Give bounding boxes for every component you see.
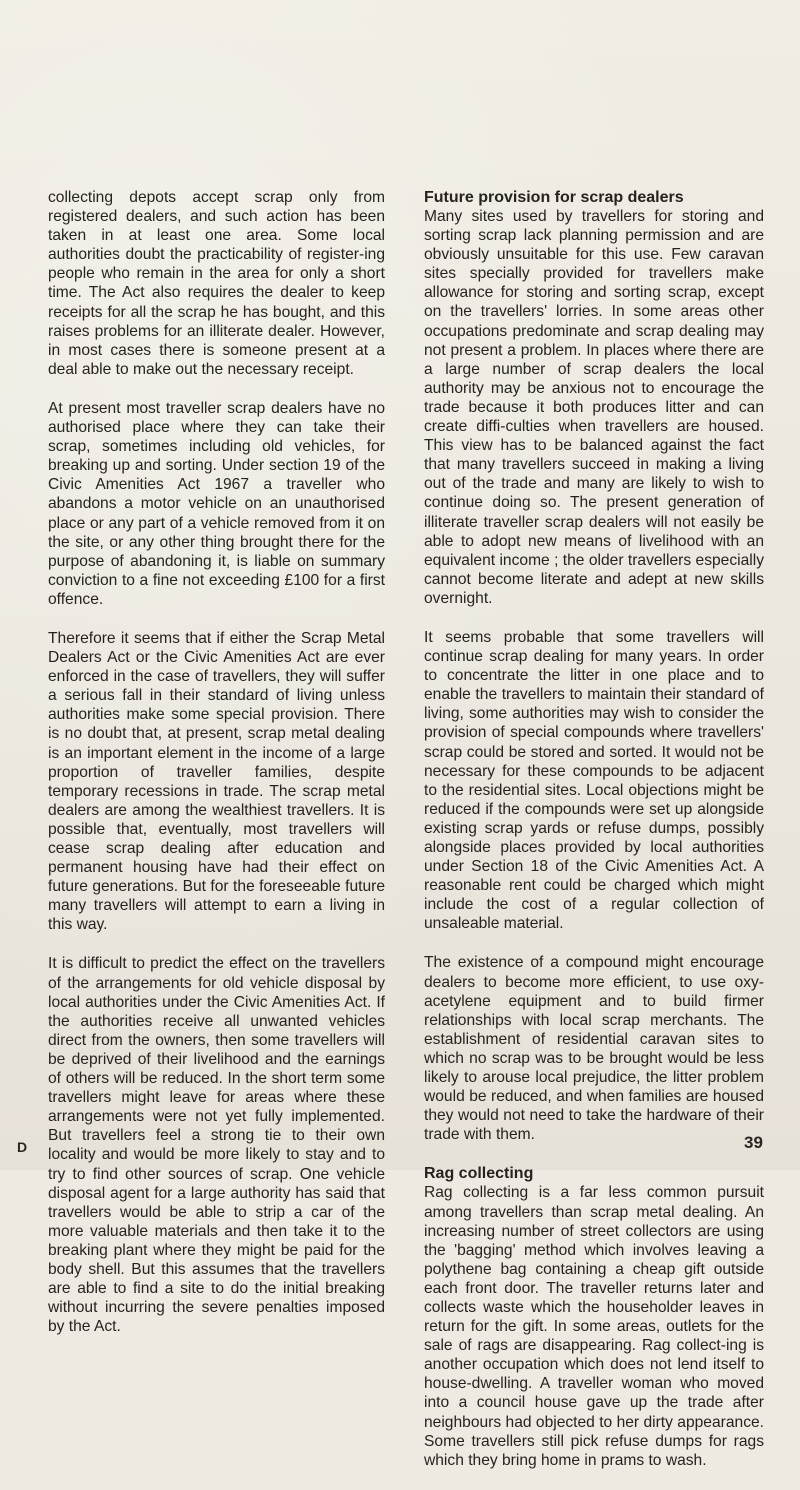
paragraph-vehicle-disposal: It is difficult to predict the effect on the travellers of the arrangements for old vehicle disposal by local authorities under the Civic Amenities Act. If the authorities receive all unwanted vehicles direct from the owners, then some travellers will be deprived of their livelihood and the earnings of others will be reduced. In the short term some travellers might leave for areas where these arrangements were not yet fully implemented. But travellers feel a strong tie to their own locality and would be more likely to stay and to try to find other sources of scrap. One vehicle disposal agent for a large authority has said that travellers would be able to strip a car of the more valuable materials and then take it to the breaking plant where they might be paid for the body shell. But this assumes that the travellers are able to find a site to do the initial breaking without incurring the severe penalties imposed by the Act. [48,955,385,1336]
paragraph-compound-benefits: The existence of a compound might encourage dealers to become more efficient, to use oxy-acetylene equipment and to build firmer relationships with local scrap merchants. The establishment of residential caravan sites to which no scrap was to be brought would be less likely to arouse local prejudice, the litter problem would be reduced, and when families are housed they would not need to take the hardware of their trade with them. [424,954,764,1144]
paragraph-scrap-registration: collecting depots accept scrap only from registered dealers, and such action has been taken in at least one area. Some local authorities doubt the practicability of register-ing people who remain in the area for only a short time. The Act also requires the dealer to keep receipts for all the scrap he has bought, and this raises problems for an illiterate dealer. However, in most cases there is someone present at a deal able to make out the necessary receipt. [48,189,385,378]
heading-future-provision: Future provision for scrap dealers [424,189,684,206]
paragraph-special-compounds: It seems probable that some travellers will continue scrap dealing for many years. In order to concentrate the litter in one place and to enable the travellers to maintain their standard of living, some authorities may wish to consider the provision of special compounds where travellers' scrap could be stored and sorted. It would not be necessary for these compounds to be adjacent to the residential sites. Local objections might be reduced if the compounds were set up alongside existing scrap yards or refuse dumps, possibly alongside places provided by local authorities under Section 18 of the Civic Amenities Act. A reasonable rent could be charged which might include the cost of a regular collection of unsaleable material. [424,628,764,933]
paragraph-rag-collecting: Rag collecting is a far less common pursuit among travellers than scrap metal dealing. An increasing number of street collectors are using the 'bagging' method which involves leaving a polythene bag containing a cheap gift outside each front door. The traveller returns later and collects waste which the householder leaves in return for the gift. In some areas, outlets for the sale of rags are disappearing. Rag collect-ing is another occupation which does not lend itself to house-dwelling. A traveller woman who moved into a council house gave up the trade after neighbours had objected to her dirty appearance. Some travellers still pick refuse dumps for rags which they bring home in prams to wash. [424,1184,764,1469]
left-text-column [48,188,385,1356]
paragraph-enforcement-effects: Therefore it seems that if either the Scrap Metal Dealers Act or the Civic Amenities Act are ever enforced in the case of travellers, they will suffer a serious fall in their standard of living unless authorities make some special provision. There is no doubt that, at present, scrap metal dealing is an important element in the income of a large proportion of traveller families, despite temporary recessions in trade. The scrap metal dealers are among the wealthiest travellers. It is possible that, eventually, most travellers will cease scrap dealing after education and permanent housing have had their effect on future generations. But for the foreseeable future many travellers will attempt to earn a living in this way. [48,629,385,934]
paragraph-authorised-place: At present most traveller scrap dealers have no authorised place where they can take their scrap, sometimes including old vehicles, for breaking up and sorting. Under section 19 of the Civic Amenities Act 1967 a traveller who abandons a motor vehicle on an unauthorised place or any part of a vehicle removed from it on the site, or any other thing brought there for the purpose of abandoning it, is liable on summary conviction to a fine not exceeding £100 for a first offence. [48,399,385,608]
paragraph-sites-planning: Many sites used by travellers for storing and sorting scrap lack planning permission and are obviously unsuitable for this use. Few caravan sites specially provided for travellers make allowance for storing and sorting scrap, except on the travellers' lorries. In some areas other occupations predominate and scrap dealing may not present a problem. In places where there are a large number of scrap dealers the local authority may be anxious not to encourage the trade because it both produces litter and can create diffi-culties when travellers are housed. This view has to be balanced against the fact that many travellers succeed in making a living out of the trade and many are likely to wish to continue doing so. The present generation of illiterate traveller scrap dealers will not easily be able to adopt new means of livelihood with an equivalent income ; the older travellers especially cannot become literate and adept at new skills overnight. [424,208,764,607]
right-text-column [424,188,764,1490]
page-number: 39 [744,1133,763,1152]
section-mark: D [17,1139,28,1155]
heading-rag-collecting: Rag collecting [424,1165,534,1183]
